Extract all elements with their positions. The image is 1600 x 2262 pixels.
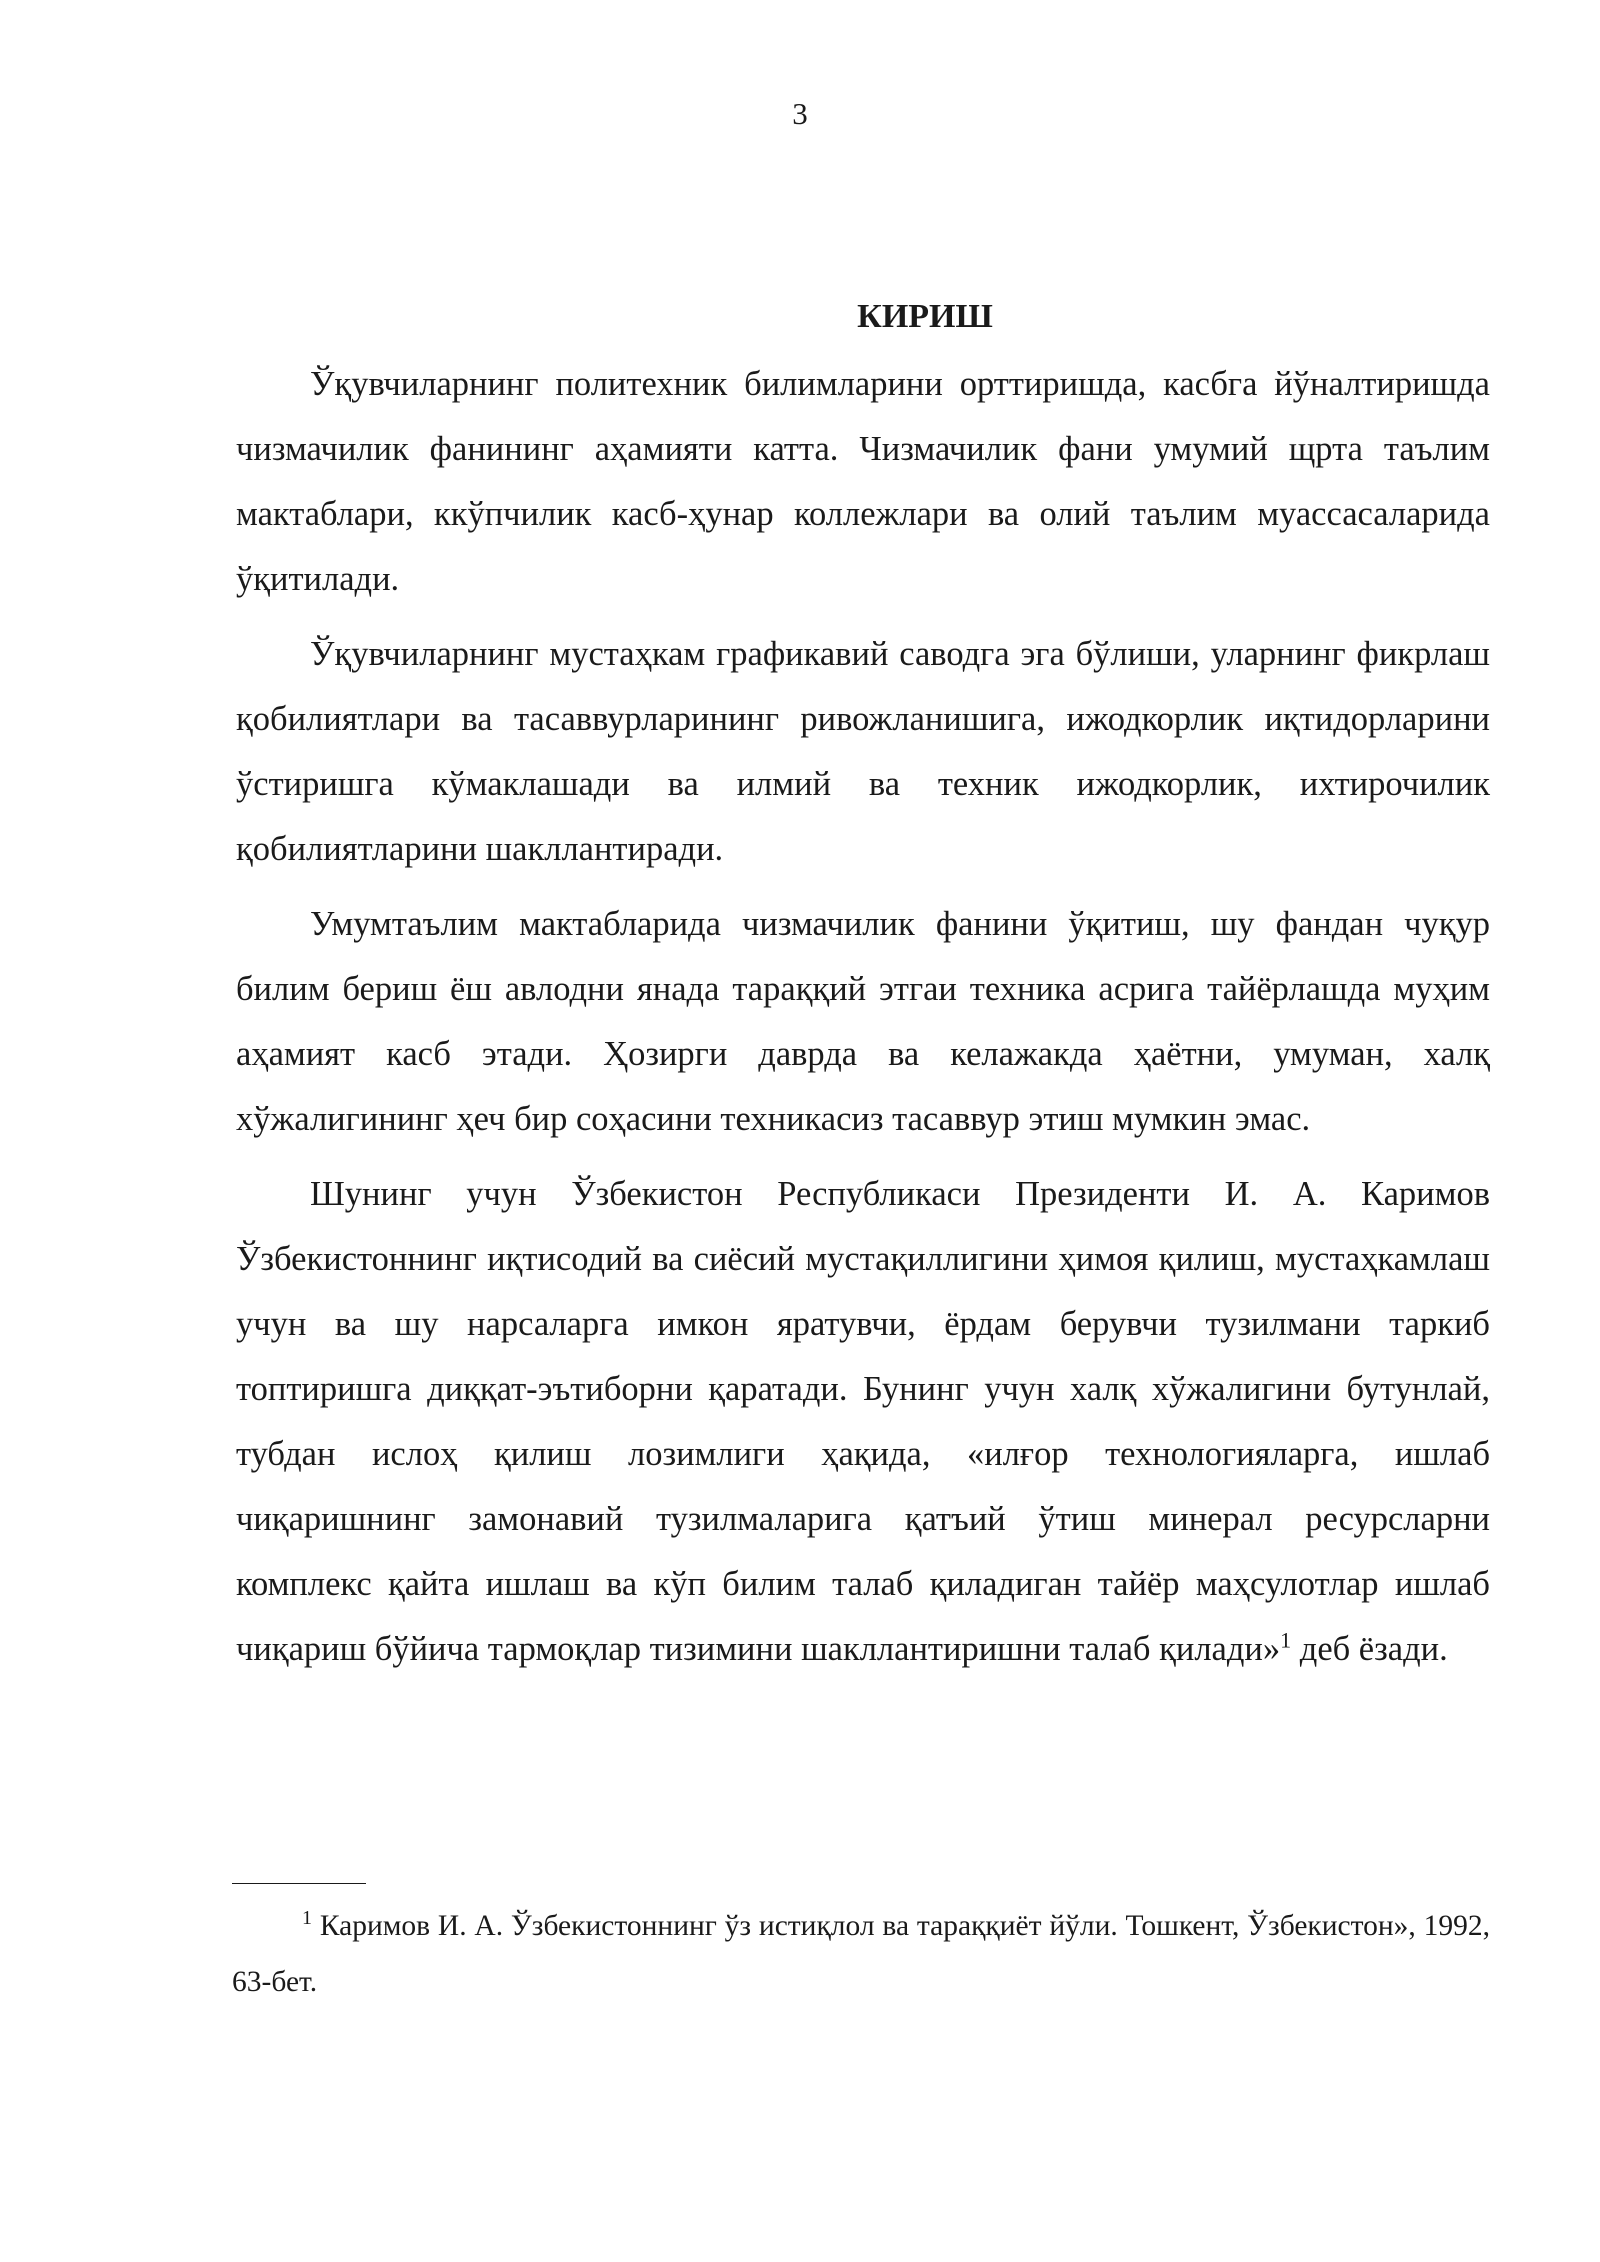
document-body [236, 290, 1490, 1692]
paragraph-1: Ўқувчиларнинг политехник билимларини орттиришда, касбга йўналтиришда чизмачилик фанининг аҳамияти катта. Чизмачилик фани умумий щрта таълим мактаблари, ккўпчилик касб-ҳунар коллежлари ва олий таълим муассасаларида ўқитилади. [236, 365, 1490, 598]
footnote-text: Каримов И. А. Ўзбекистоннинг ўз истиқлол ва тараққиёт йўли. Тошкент, Ўзбекистон», 1992, 63-бет. [232, 1910, 1490, 1998]
paragraph-2: Ўқувчиларнинг мустаҳкам графикавий саводга эга бўлиши, уларнинг фикрлаш қобилиятлари ва тасаввурларининг ривожланишига, ижодкорлик иқтидорларини ўстиришга кўмаклашади ва илмий ва техник ижодкорлик, ихтирочилик қобилиятларини шакллантиради. [236, 635, 1490, 868]
footnote-marker: 1 [302, 1907, 312, 1930]
paragraph-4 [236, 1162, 1490, 1682]
paragraph-4-tail: деб ёзади. [1291, 1630, 1448, 1668]
paragraph-4-text: Шунинг учун Ўзбекистон Республикаси Президенти И. А. Каримов Ўзбекистоннинг иқтисодий ва сиёсий мустақиллигини ҳимоя қилиш, мустаҳкамлаш учун ва шу нарсаларга имкон яратувчи, ёрдам берувчи тузилмани таркиб топтиришга диққат-эътиборни қаратади. Бунинг учун халқ хўжалигини бутунлай, тубдан ислоҳ қилиш лозимлиги ҳақида, «илғор технологияларга, ишлаб чиқаришнинг замонавий тузилмаларига қатъий ўтиш минерал ресурсларни комплекс қайта ишлаш ва кўп билим талаб қиладиган тайёр маҳсулотлар ишлаб чиқариш бўйича тармоқлар тизимини шакллантиришни талаб қилади» [236, 1175, 1490, 1668]
footnote-reference[interactable]: 1 [1280, 1627, 1292, 1653]
footnote-separator [232, 1883, 366, 1884]
page-number: 3 [792, 96, 808, 131]
section-heading: КИРИШ [857, 298, 993, 335]
paragraph-3: Умумтаълим мактабларида чизмачилик фанини ўқитиш, шу фандан чуқур билим бериш ёш авлодни янада тараққий этгаи техника асрига тайёрлашда муҳим аҳамият касб этади. Ҳозирги даврда ва келажакда ҳаётни, умуман, халқ хўжалигининг ҳеч бир соҳасини техникасиз тасаввур этиш мумкин эмас. [236, 905, 1490, 1138]
footnote [232, 1898, 1490, 2010]
